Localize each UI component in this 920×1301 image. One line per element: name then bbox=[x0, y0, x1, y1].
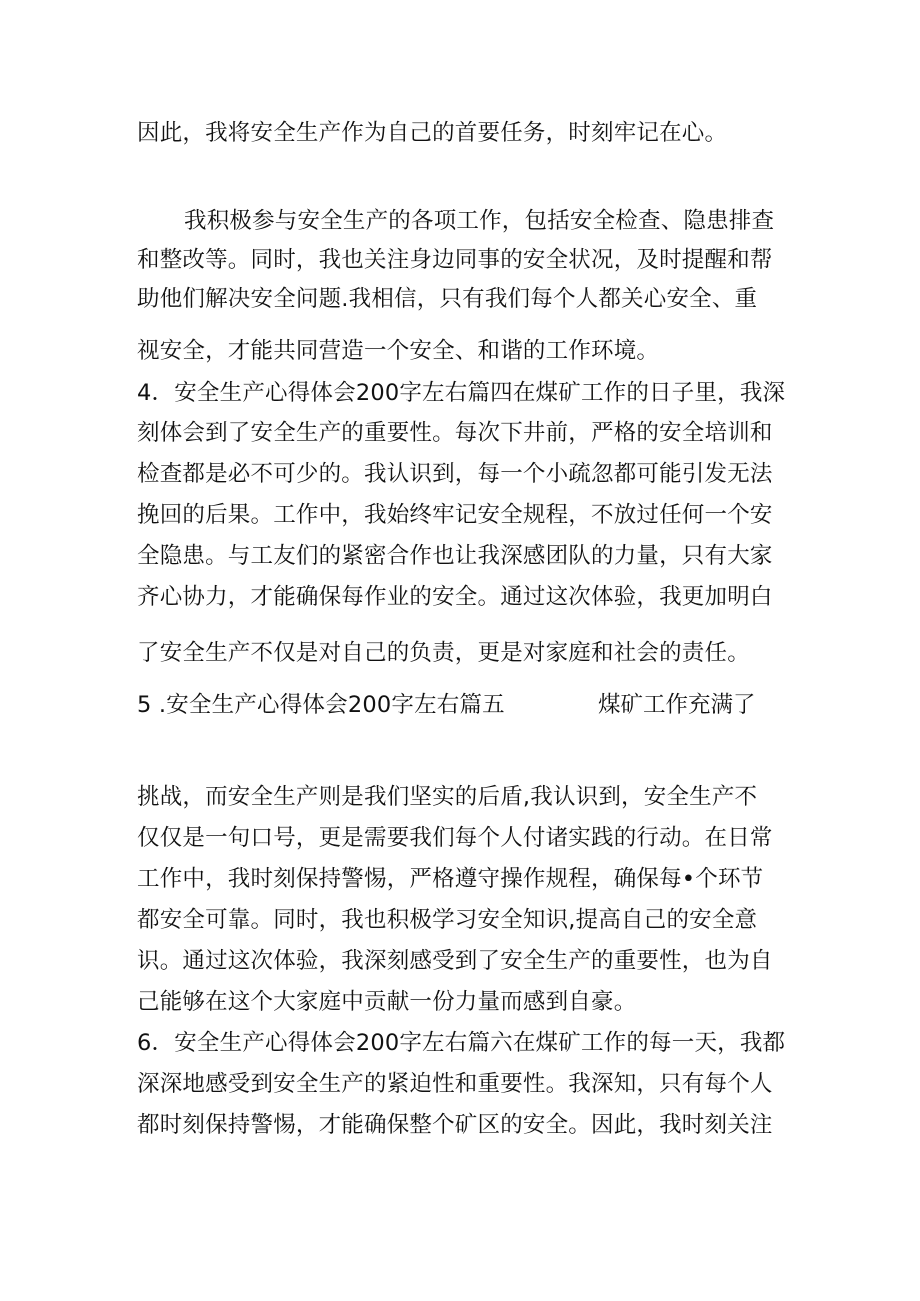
text-line: 助他们解决安全问题.我相信，只有我们每个人都关心安全、重 bbox=[137, 286, 758, 312]
section-4-line: 4．安全生产心得体会200字左右篇四在煤矿工作的日子里，我深 bbox=[137, 380, 786, 406]
section-4-line: 全隐患。与工友们的紧密合作也让我深感团队的力量，只有大家 bbox=[137, 543, 773, 569]
text-line: 我积极参与安全生产的各项工作，包括安全检查、隐患排查 bbox=[184, 208, 775, 234]
section-4-line: 检查都是必不可少的。我认识到，每一个小疏忽都可能引发无法 bbox=[137, 461, 773, 487]
section-5-heading-tail: 煤矿工作充满了 bbox=[598, 692, 756, 718]
section-5-line: 工作中，我时刻保持警惕，严格遵守操作规程，确保每•个环节 bbox=[137, 866, 764, 892]
section-6-line: 都时刻保持警惕，才能确保整个矿区的安全。因此，我时刻关注 bbox=[137, 1112, 773, 1138]
section-6-line: 6．安全生产心得体会200字左右篇六在煤矿工作的每一天，我都 bbox=[137, 1030, 786, 1056]
section-5-line: 挑战，而安全生产则是我们坚实的后盾,我认识到，安全生产不 bbox=[137, 784, 758, 810]
text-line: 和整改等。同时，我也关注身边同事的安全状况，及时提醒和帮 bbox=[137, 247, 773, 273]
section-4-line: 齐心协力，才能确保每作业的安全。通过这次体验，我更加明白 bbox=[137, 584, 773, 610]
text-line: 因此，我将安全生产作为自己的首要任务，时刻牢记在心。 bbox=[137, 120, 728, 146]
section-4-line: 了安全生产不仅是对自己的负责，更是对家庭和社会的责任。 bbox=[137, 640, 750, 666]
section-5-heading: 5 .安全生产心得体会200字左右篇五 bbox=[137, 692, 505, 718]
section-5-line: 仅仅是一句口号，更是需要我们每个人付诸实践的行动。在日常 bbox=[137, 825, 773, 851]
section-5-line: 己能够在这个大家庭中贡献一份力量而感到自豪。 bbox=[137, 989, 637, 1015]
section-5-line: 识。通过这次体验，我深刻感受到了安全生产的重要性，也为自 bbox=[137, 948, 773, 974]
text-line: 视安全，才能共同营造一个安全、和谐的工作环境。 bbox=[137, 338, 660, 364]
section-4-line: 刻体会到了安全生产的重要性。每次下井前，严格的安全培训和 bbox=[137, 420, 773, 446]
section-5-line: 都安全可靠。同时，我也积极学习安全知识,提高自己的安全意 bbox=[137, 907, 758, 933]
section-4-line: 挽回的后果。工作中，我始终牢记安全规程，不放过任何一个安 bbox=[137, 502, 773, 528]
section-6-line: 深深地感受到安全生产的紧迫性和重要性。我深知，只有每个人 bbox=[137, 1071, 773, 1097]
